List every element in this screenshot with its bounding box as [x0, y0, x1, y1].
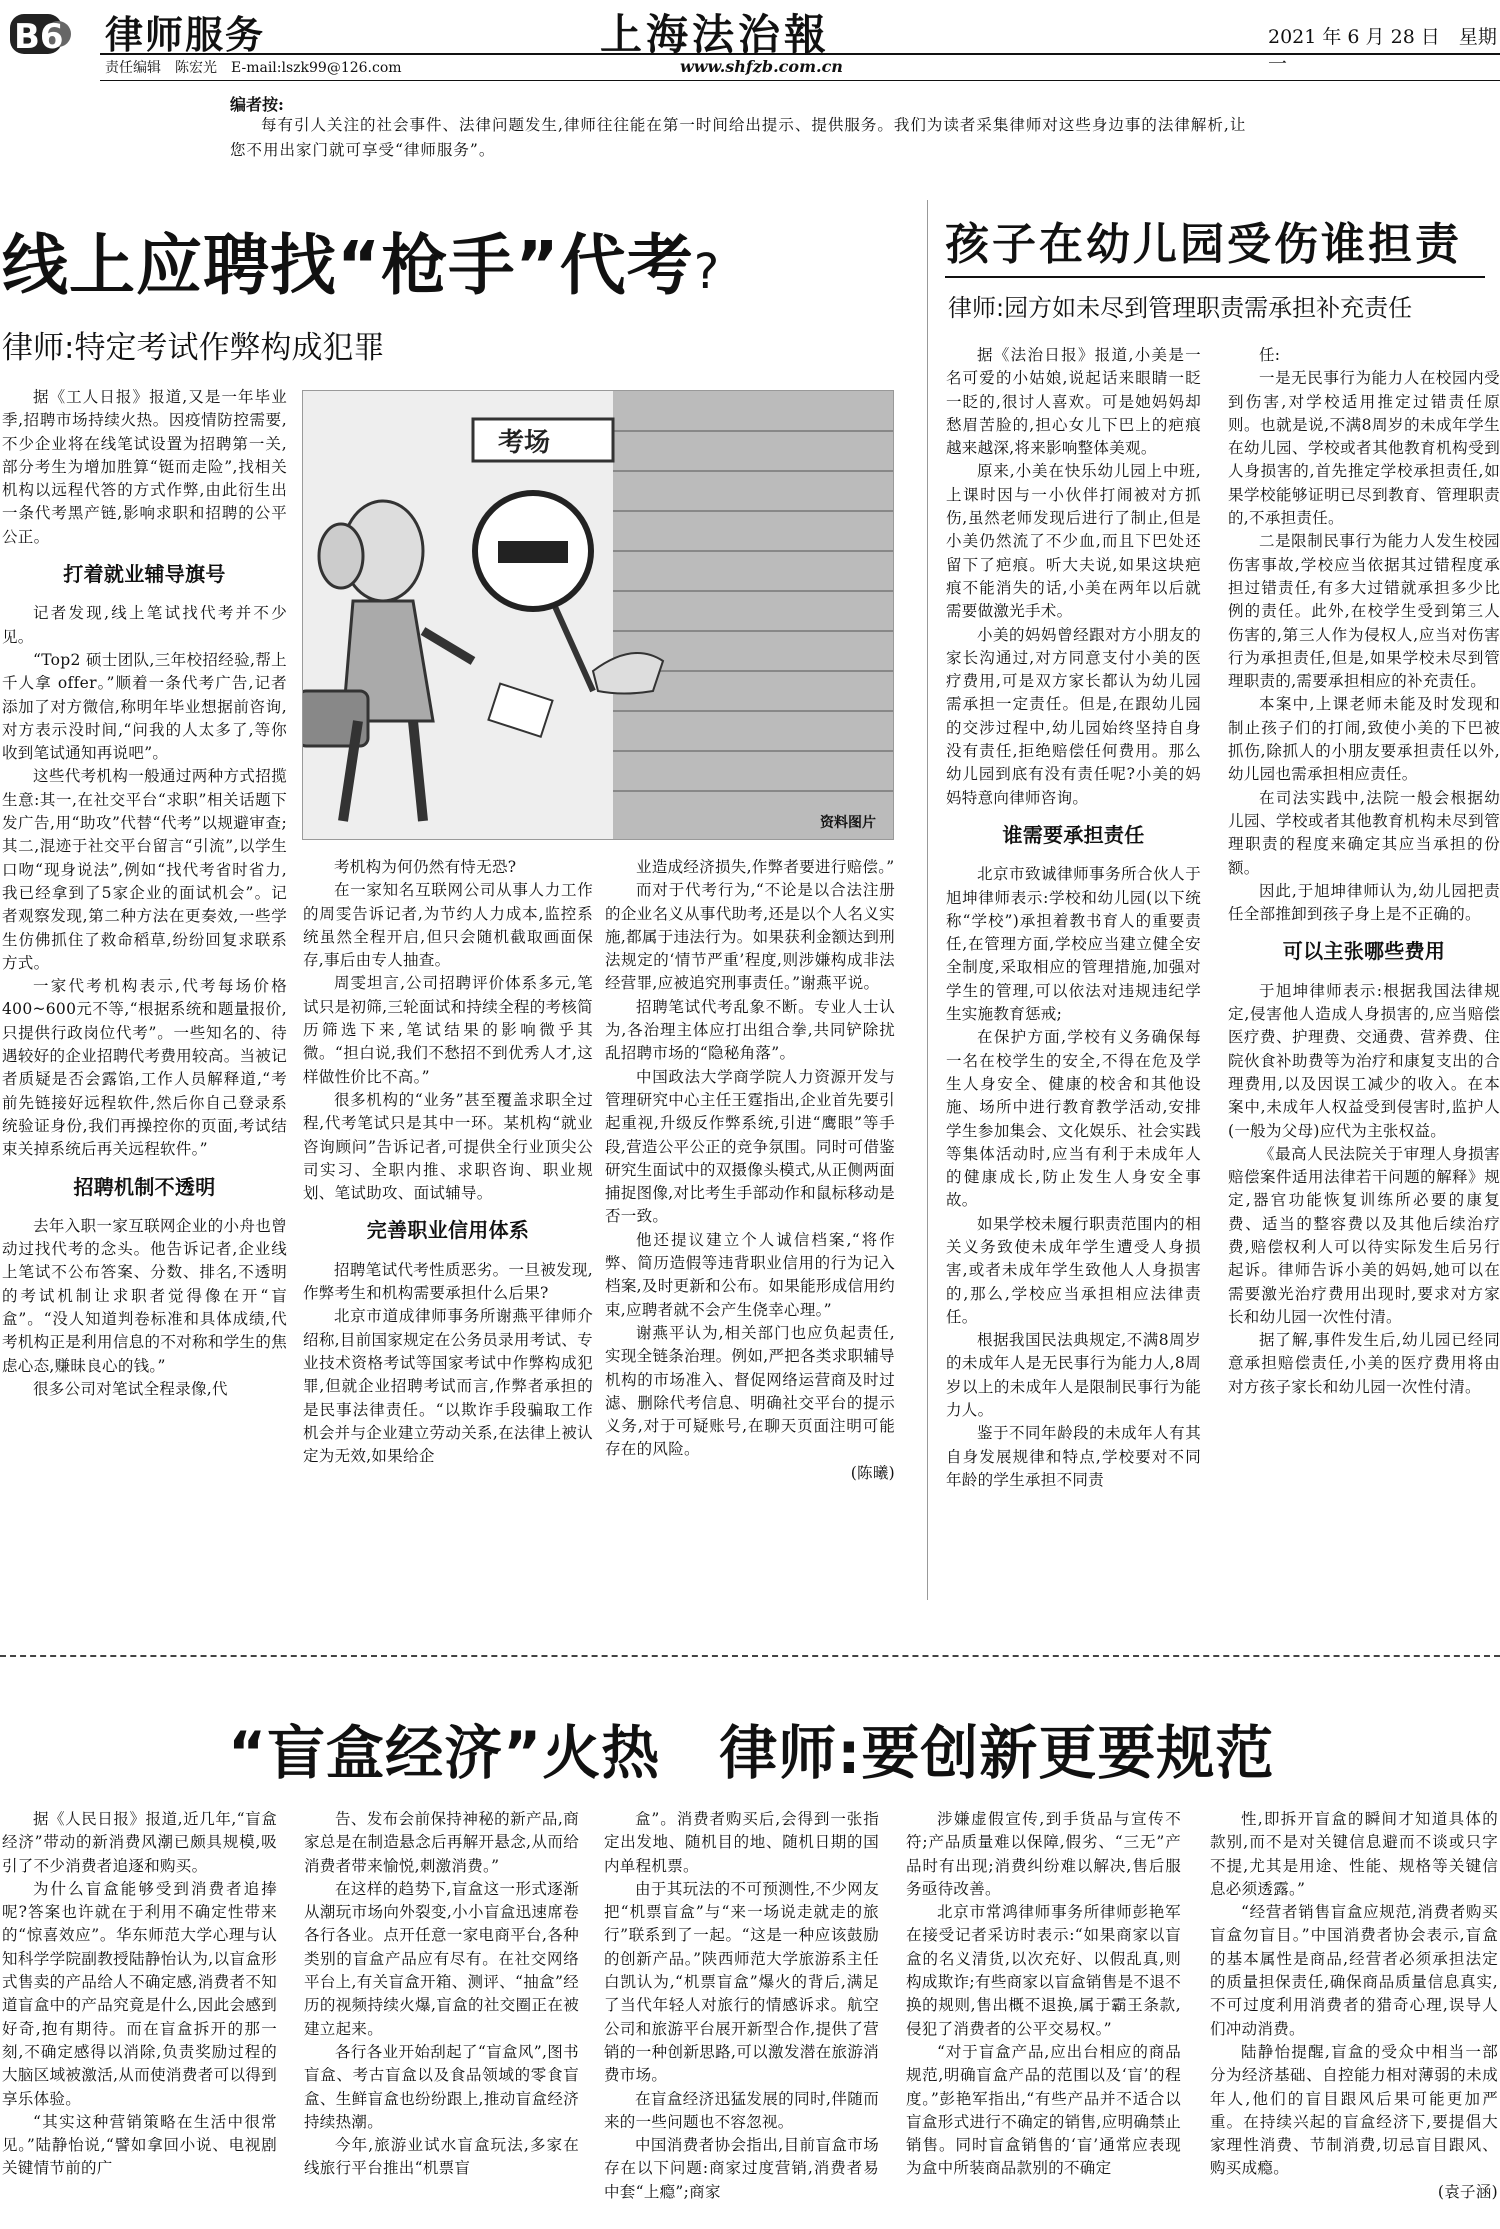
editor-note-label: 编者按:	[230, 95, 284, 114]
exam-room-sign: 考场	[498, 428, 551, 458]
article3-headline: “盲盒经济”火热 律师:要创新更要规范	[228, 1719, 1275, 1787]
article1-column-1	[2, 386, 287, 1401]
article1-paragraph: 他还提议建立个人诚信档案,“将作弊、简历造假等违背职业信用的行为记入档案,及时更新和公布。如果能形成信用约束,应聘者就不会产生侥幸心理。”	[605, 1230, 895, 1319]
article1-headline	[2, 212, 720, 307]
article1-paragraph: 中国政法大学商学院人力资源开发与管理研究中心主任王霆指出,企业首先要引起重视,升级反作弊系统,引进“鹰眼”等手段,营造公平公正的竞争氛围。同时可借鉴研究生面试中的双摄像头模式,从正侧两面捕捉图像,对比考生手部动作和鼠标移动是否一致。	[605, 1067, 895, 1226]
article1-paragraph: 谢燕平认为,相关部门也应负起责任,实现全链条治理。例如,严把各类求职辅导机构的市场准入、督促网络运营商及时过滤、删除代考信息、明确社交平台的提示义务,对于可疑账号,在聊天页面注明可能存在的风险。	[605, 1323, 895, 1459]
article3-paragraph: 告、发布会前保持神秘的新产品,商家总是在制造悬念后再解开悬念,从而给消费者带来愉悦,刺激消费。”	[304, 1810, 579, 1875]
article3-column-5	[1210, 1808, 1498, 2204]
article2-paragraph: 因此,于旭坤律师认为,幼儿园把责任全部推卸到孩子身上是不正确的。	[1228, 881, 1500, 924]
page-number-badge	[10, 8, 72, 58]
article1-paragraph: 记者发现,线上笔试找代考并不少见。	[2, 604, 287, 646]
article3-paragraph: 各行各业开始刮起了“盲盒风”,图书盲盒、考古盲盒以及食品领域的零食盲盒、生鲜盲盒也纷纷跟上,推动盲盒经济持续热潮。	[304, 2042, 579, 2131]
header-rule	[100, 53, 1500, 55]
article3-paragraph: 今年,旅游业试水盲盒玩法,多家在线旅行平台推出“机票盲	[304, 2136, 579, 2178]
article2-paragraph: 在保护方面,学校有义务确保每一名在校学生的安全,不得在危及学生人身安全、健康的校舍和其他设施、场所中进行教育教学活动,安排学生参加集会、文化娱乐、社会实践等集体活动时,应当有利于未成年人的健康成长,防止发生人身安全事故。	[946, 1028, 1201, 1210]
page-header	[0, 0, 1500, 80]
article1-paragraph: 很多公司对笔试全程录像,代	[33, 1379, 228, 1398]
article2-paragraph: 小美的妈妈曾经跟对方小朋友的家长沟通过,对方同意支付小美的医疗费用,可是双方家长都认为幼儿园需承担一定责任。但是,在跟幼儿园的交涉过程中,幼儿园始终坚持自身没有责任,拒绝赔偿任何费用。那么幼儿园到底有没有责任呢?小美的妈妈特意向律师咨询。	[946, 625, 1201, 807]
article3-paragraph: 由于其玩法的不可预测性,不少网友把“机票盲盒”与“来一场说走就走的旅行”联系到了一起。“这是一种应该鼓励的创新产品。”陕西师范大学旅游系主任白凯认为,“机票盲盒”爆火的背后,满足了当代年轻人对旅行的情感诉求。航空公司和旅游平台展开新型合作,提供了营销的一种创新思路,可以激发潜在旅游消费市场。	[604, 1879, 879, 2085]
article3-column-3	[604, 1808, 879, 2204]
article2-column-1	[946, 344, 1201, 1492]
article1-paragraph: 北京市道成律师事务所谢燕平律师介绍称,目前国家规定在公务员录用考试、专业技术资格考试等国家考试中作弊构成犯罪,但就企业招聘考试而言,作弊者承担的是民事法律责任。“以欺诈手段骗取工作机会并与企业建立劳动关系,在法律上被认定为无效,如果给企	[303, 1307, 593, 1466]
article1-paragraph: 去年入职一家互联网企业的小舟也曾动过找代考的念头。他告诉记者,企业线上笔试不公布答案、分数、排名,不透明的考试机制让求职者觉得像在开“盲盒”。“没人知道判卷标准和具体成绩,代考机构正是利用信息的不对称和学生的焦虑心态,赚昧良心的钱。”	[2, 1216, 287, 1375]
article2-column-2	[1228, 344, 1500, 1399]
article1-column-2	[303, 856, 593, 1468]
article3-paragraph: 陆静怡提醒,盲盒的受众中相当一部分为经济基础、自控能力相对薄弱的未成年人,他们的盲目跟风后果可能更加严重。在持续兴起的盲盒经济下,要提倡大家理性消费、节制消费,切忌盲目跟风、购买成瘾。	[1210, 2042, 1498, 2178]
article1-paragraph: 一家代考机构表示,代考每场价格400~600元不等,“根据系统和题量报价,只提供行政岗位代考”。一些知名的、待遇较好的企业招聘代考费用较高。当被记者质疑是否会露馅,工作人员解释道,“考前先链接好远程软件,然后你自己登录系统验证身份,我们再操控你的页面,考试结束关掉系统后再关远程软件。”	[2, 977, 287, 1159]
article1-headline-text: 线上应聘找“枪手”代考	[2, 227, 694, 304]
newspaper-masthead: 上海法治報	[600, 10, 831, 59]
editor-note-text: 每有引人关注的社会事件、法律问题发生,律师往往能在第一时间给出提示、提供服务。我们为读者采集律师对这些身边事的法律解析,让您不用出家门就可享受“律师服务”。	[230, 116, 1247, 159]
article2-paragraph: 据《法治日报》报道,小美是一名可爱的小姑娘,说起话来眼睛一眨一眨的,很讨人喜欢。可是她妈妈却愁眉苦脸的,担心女儿下巴上的疤痕越来越深,将来影响整体美观。	[946, 346, 1201, 458]
page-badge-text: B6	[14, 17, 64, 57]
article2-paragraph: 《最高人民法院关于审理人身损害赔偿案件适用法律若干问题的解释》规定,器官功能恢复训练所必要的康复费、适当的整容费以及其他后续治疗费,赔偿权利人可以待实际发生后另行起诉。律师告诉小美的妈妈,她可以在需要激光治疗费用出现时,要求对方家长和幼儿园一次性付清。	[1228, 1144, 1500, 1326]
article1-paragraph: “Top2 硕士团队,三年校招经验,帮上千人拿 offer。”顺着一条代考广告,记者添加了对方微信,称明年毕业想据前咨询,对方表示没时间,“问我的人太多了,等你收到笔试通知再说吧”。	[2, 650, 287, 763]
article2-subheadline: 律师:园方如未尽到管理职责需承担补充责任	[948, 294, 1413, 322]
article2-headline: 孩子在幼儿园受伤谁担责	[945, 219, 1462, 270]
article3-paragraph: 据《人民日报》报道,近几年,“盲盒经济”带动的新消费风潮已颇具规模,吸引了不少消费者追逐和购买。	[2, 1810, 277, 1875]
article3-paragraph: 性,即拆开盲盒的瞬间才知道具体的款别,而不是对关键信息避而不谈或只字不提,尤其是用途、性能、规格等关键信息必须透露。”	[1210, 1810, 1498, 1898]
article2-paragraph: 本案中,上课老师未能及时发现和制止孩子们的打闹,致使小美的下巴被抓伤,除抓人的小朋友要承担责任以外,幼儿园也需承担相应责任。	[1228, 695, 1500, 784]
article1-subheadline: 律师:特定考试作弊构成犯罪	[2, 330, 385, 366]
article1-subhead: 招聘机制不透明	[73, 1174, 216, 1199]
article1-paragraph: 据《工人日报》报道,又是一年毕业季,招聘市场持续火热。因疫情防控需要,不少企业将在线笔试设置为招聘第一关,部分考生为增加胜算“铤而走险”,找相关机构以远程代答的方式作弊,由此衍生出一条代考黑产链,影响求职和招聘的公平公正。	[2, 388, 287, 546]
article1-paragraph: 在一家知名互联网公司从事人力工作的周雯告诉记者,为节约人力成本,监控系统虽然全程开启,但只会随机截取画面保存,事后由专人抽查。	[303, 881, 593, 970]
article2-paragraph: 任:	[1259, 346, 1281, 364]
article2-paragraph: 北京市致诚律师事务所合伙人于旭坤律师表示:学校和幼儿园(以下统称“学校”)承担着教书育人的重要责任,在管理方面,学校应当建立健全安全制度,采取相应的管理措施,加强对学生的管理,可以依法对违规违纪学生实施教育惩戒;	[946, 865, 1201, 1024]
figure-caption: 资料图片	[820, 815, 876, 831]
article3-column-4	[906, 1808, 1181, 2181]
article3-paragraph: 北京市常鸿律师事务所律师彭艳军在接受记者采访时表示:“如果商家以盲盒的名义清货,以次充好、以假乱真,则构成欺诈;有些商家以盲盒销售是不退不换的规则,售出概不退换,属于霸王条款,侵犯了消费者的公平交易权。”	[906, 1903, 1181, 2038]
article3-paragraph: “其实这种营销策略在生活中很常见。”陆静怡说,“譬如拿回小说、电视剧关键情节前的广	[2, 2112, 277, 2178]
article2-paragraph: 在司法实践中,法院一般会根据幼儿园、学校或者其他教育机构未尽到管理职责的程度来确定其应当承担的份额。	[1228, 788, 1500, 877]
article3-column-1	[2, 1808, 277, 2181]
article1-paragraph: 业造成经济损失,作弊者要进行赔偿。”	[636, 858, 895, 876]
article1-paragraph: 招聘笔试代考性质恶劣。一旦被发现,作弊考生和机构需要承担什么后果?	[303, 1260, 593, 1303]
article2-paragraph: 原来,小美在快乐幼儿园上中班,上课时因与一小伙伴打闹被对方抓伤,虽然老师发现后进行了制止,但是小美仍然流了不少血,而且下巴处还留下了疤痕。听大夫说,如果这块疤痕不能消失的话,小美在两年以后就需要做激光手术。	[946, 462, 1201, 621]
article3-paragraph: “对于盲盒产品,应出台相应的商品规范,明确盲盒产品的范围以及‘盲’的程度。”彭艳军指出,“有些产品并不适合以盲盒形式进行不确定的销售,应明确禁止销售。同时盲盒销售的‘盲’通常应表现为盒中所装商品款别的不确定	[906, 2042, 1181, 2178]
article1-paragraph: 招聘笔试代考乱象不断。专业人士认为,各治理主体应打出组合拳,共同铲除扰乱招聘市场的“隐秘角落”。	[605, 997, 895, 1063]
issue-date: 2021 年 6 月 28 日 星期一	[1268, 26, 1497, 75]
header-rule-bottom	[100, 80, 1500, 81]
cartoon-graphic	[303, 391, 893, 839]
article3-paragraph: 为什么盲盒能够受到消费者追捧呢?答案也许就在于利用不确定性带来的“惊喜效应”。华东师范大学心理与认知科学学院副教授陆静怡认为,以盲盒形式售卖的产品给人不确定感,消费者不知道盲盒中的产品究竟是什么,因此会感到好奇,抱有期待。而在盲盒拆开的那一刻,不确定感得以消除,负责奖励过程的大脑区域被激活,从而使消费者可以得到享乐体验。	[2, 1879, 277, 2108]
article2-paragraph: 于旭坤律师表示:根据我国法律规定,侵害他人造成人身损害的,应当赔偿医疗费、护理费、交通费、营养费、住院伙食补助费等为治疗和康复支出的合理费用,以及因误工减少的收入。在本案中,未成年人权益受到侵害时,监护人(一般为父母)应代为主张权益。	[1228, 981, 1500, 1140]
article3-paragraph: 在这样的趋势下,盲盒这一形式逐渐从潮玩市场向外裂变,小小盲盒迅速席卷各行各业。点开任意一家电商平台,各种类别的盲盒产品应有尽有。在社交网络平台上,有关盲盒开箱、测评、“抽盒”经历的视频持续火爆,盲盒的社交圈正在被建立起来。	[304, 1879, 579, 2038]
article3-byline: (袁子涵)	[1437, 2182, 1498, 2201]
article3-paragraph: 涉嫌虚假宣传,到手货品与宣传不符;产品质量难以保障,假劣、“三无”产品时有出现;消费纠纷难以解决,售后服务亟待改善。	[906, 1810, 1181, 1898]
article2-rule	[945, 276, 1485, 278]
article1-subhead: 打着就业辅导旗号	[63, 562, 226, 587]
article2-paragraph: 鉴于不同年龄段的未成年人有其自身发展规律和特点,学校要对不同年龄的学生承担不同责	[946, 1424, 1201, 1489]
article2-paragraph: 据了解,事件发生后,幼儿园已经同意承担赔偿责任,小美的医疗费用将由对方孩子家长和幼儿园一次性付清。	[1228, 1331, 1500, 1396]
article3-column-2	[304, 1808, 579, 2181]
article2-paragraph: 二是限制民事行为能力人发生校园伤害事故,学校应当依据其过错程度承担过错责任,有多大过错就承担多少比例的责任。此外,在校学生受到第三人伤害的,第三人作为侵权人,应当对伤害行为承担责任,但是,如果学校未尽到管理职责的,需要承担相应的补充责任。	[1228, 532, 1500, 691]
article1-paragraph: 周雯坦言,公司招聘评价体系多元,笔试只是初筛,三轮面试和持续全程的考核简历筛选下来,笔试结果的影响微乎其微。“担白说,我们不愁招不到优秀人才,这样做性价比不高。”	[303, 974, 593, 1086]
editor-info: 责任编辑 陈宏光 E-mail:lszk99@126.com	[105, 60, 402, 76]
article1-illustration	[302, 390, 894, 840]
newspaper-website: www.shfzb.com.cn	[680, 57, 843, 76]
article2-subhead: 谁需要承担责任	[1002, 822, 1145, 847]
article1-byline: (陈曦)	[850, 1463, 895, 1482]
article3-paragraph: 中国消费者协会指出,目前盲盒市场存在以下问题:商家过度营销,消费者易中套“上瘾”;商家	[604, 2136, 879, 2201]
article1-paragraph: 考机构为何仍然有恃无恐?	[334, 858, 517, 876]
section-title: 律师服务	[105, 13, 266, 57]
article1-paragraph: 而对于代考行为,“不论是以合法注册的企业名义从事代助考,还是以个人名义实施,都属于违法行为。如果获利金额达到刑法规定的‘情节严重’程度,则涉嫌构成非法经营罪,应被追究刑事责任。”谢燕平说。	[605, 881, 895, 993]
article2-paragraph: 一是无民事行为能力人在校园内受到伤害,对学校适用推定过错责任原则。也就是说,不满8周岁的未成年学生在幼儿园、学校或者其他教育机构受到人身损害的,首先推定学校承担责任,如果学校能够证明已尽到教育、管理职责的,不承担责任。	[1228, 369, 1500, 528]
article1-paragraph: 很多机构的“业务”甚至覆盖求职全过程,代考笔试只是其中一环。某机构“就业咨询顾问”告诉记者,可提供全行业顶尖公司实习、全职内推、求职咨询、职业规划、笔试助攻、面试辅导。	[303, 1090, 593, 1203]
article3-paragraph: 盒”。消费者购买后,会得到一张指定出发地、随机目的地、随机日期的国内单程机票。	[604, 1810, 879, 1875]
article2-paragraph: 如果学校未履行职责范围内的相关义务致使未成年学生遭受人身损害,或者未成年学生致他人人身损害的,那么,学校应当承担相应法律责任。	[946, 1214, 1201, 1326]
article2-subhead: 可以主张哪些费用	[1282, 939, 1446, 964]
article3-paragraph: “经营者销售盲盒应规范,消费者购买盲盒勿盲目。”中国消费者协会表示,盲盒的基本属性是商品,经营者必须承担法定的质量担保责任,确保商品质量信息真实,不可过度利用消费者的猎奇心理,误导人们冲动消费。	[1210, 1903, 1498, 2038]
section-separator	[0, 1655, 1500, 1657]
article1-headline-mark: ?	[693, 244, 721, 300]
article1-paragraph: 这些代考机构一般通过两种方式招揽生意:其一,在社交平台“求职”相关话题下发广告,用“助攻”代替“代考”以规避审查;其二,混迹于社交平台留言“引流”,以学生口吻“现身说法”,例如“找代考省时省力,我已经拿到了5家企业的面试机会”。记者观察发现,第二种方法在更奏效,一些学生仿佛抓住了救命稻草,纷纷回复求联系方式。	[2, 767, 287, 972]
article2-paragraph: 根据我国民法典规定,不满8周岁的未成年人是无民事行为能力人,8周岁以上的未成年人是限制民事行为能力人。	[946, 1331, 1201, 1420]
article1-subhead: 完善职业信用体系	[366, 1218, 530, 1243]
article3-paragraph: 在盲盒经济迅猛发展的同时,伴随而来的一些问题也不容忽视。	[604, 2089, 879, 2131]
article1-column-3	[605, 856, 895, 1485]
column-divider	[927, 200, 928, 1600]
